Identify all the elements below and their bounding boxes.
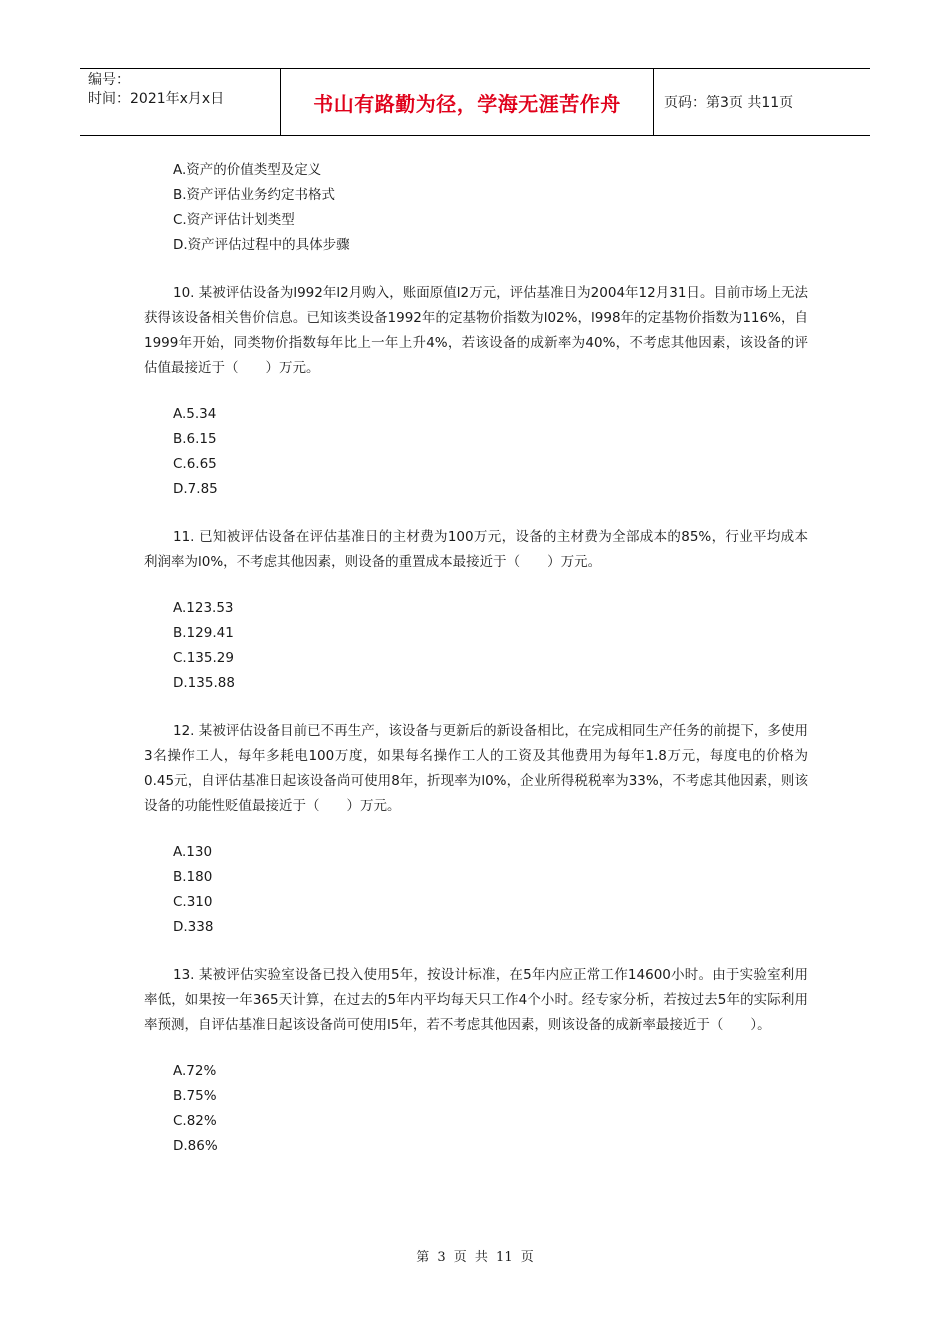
option-item: B.75%: [173, 1088, 217, 1104]
option-item: B.6.15: [173, 431, 217, 447]
question-13: 13. 某被评估实验室设备已投入使用5年，按设计标准，在5年内应正常工作14600小时。由于实验室利用率低，如果按一年365天计算，在过去的5年内平均每天只工作4个小时。经专家分析，若按过去5年的实际利用率预测，自评估基准日起该设备尚可使用l5年，若不考虑其他因素，则该设备的成新率最接近于（ ）。: [144, 967, 808, 1033]
question-13-options: [144, 1059, 808, 1159]
question-12: 12. 某被评估设备目前已不再生产，该设备与更新后的新设备相比，在完成相同生产任务的前提下，多使用3名操作工人，每年多耗电100万度，如果每名操作工人的工资及其他费用为每年1.8万元，每度电的价格为0.45元，自评估基准日起该设备尚可使用8年，折现率为l0%，企业所得税税率为33%，不考虑其他因素，则该设备的功能性贬值最接近于（ ）万元。: [144, 723, 808, 814]
question-10: 10. 某被评估设备为l992年l2月购入，账面原值l2万元，评估基准日为2004年12月31日。目前市场上无法获得该设备相关售价信息。已知该类设备1992年的定基物价指数为l02%，l998年的定基物价指数为116%，自1999年开始，同类物价指数每年比上一年上升4%，若该设备的成新率为40%，不考虑其他因素，该设备的评估值最接近于（ ）万元。: [144, 285, 808, 376]
option-item: D.338: [173, 919, 214, 935]
option-item: C.135.29: [173, 650, 234, 666]
option-item: C.6.65: [173, 456, 217, 472]
header-page-number: 页码：第3页 共11页: [664, 95, 794, 111]
question-11: 11. 已知被评估设备在评估基准日的主材费为100万元，设备的主材费为全部成本的85%，行业平均成本利润率为l0%，不考虑其他因素，则设备的重置成本最接近于（ ）万元。: [144, 529, 808, 570]
page-footer: 第 3 页 共 11 页: [416, 1250, 534, 1265]
document-number-label: 编号：: [88, 72, 130, 88]
option-item: B.180: [173, 869, 213, 885]
header-info-cell: [80, 69, 281, 135]
option-item: D.86%: [173, 1138, 218, 1154]
question-10-options: [144, 402, 808, 502]
header-motto: 书山有路勤为径，学海无涯苦作舟: [281, 69, 654, 135]
option-item: D.135.88: [173, 675, 235, 691]
option-item: A.5.34: [173, 406, 217, 422]
option-item: D.资产评估过程中的具体步骤: [173, 237, 350, 253]
question-12-options: [144, 840, 808, 940]
option-item: D.7.85: [173, 481, 218, 497]
option-item: C.资产评估计划类型: [173, 212, 295, 228]
option-item: A.72%: [173, 1063, 217, 1079]
option-item: A.123.53: [173, 600, 234, 616]
option-item: A.资产的价值类型及定义: [173, 162, 322, 178]
option-item: A.130: [173, 844, 213, 860]
prev-question-options: [144, 158, 808, 258]
option-item: C.310: [173, 894, 213, 910]
document-time-label: 时间：2021年x月x日: [88, 91, 225, 107]
page-header: [80, 68, 870, 136]
document-body: [144, 158, 808, 1159]
question-11-options: [144, 596, 808, 696]
option-item: B.129.41: [173, 625, 234, 641]
option-item: B.资产评估业务约定书格式: [173, 187, 336, 203]
option-item: C.82%: [173, 1113, 217, 1129]
